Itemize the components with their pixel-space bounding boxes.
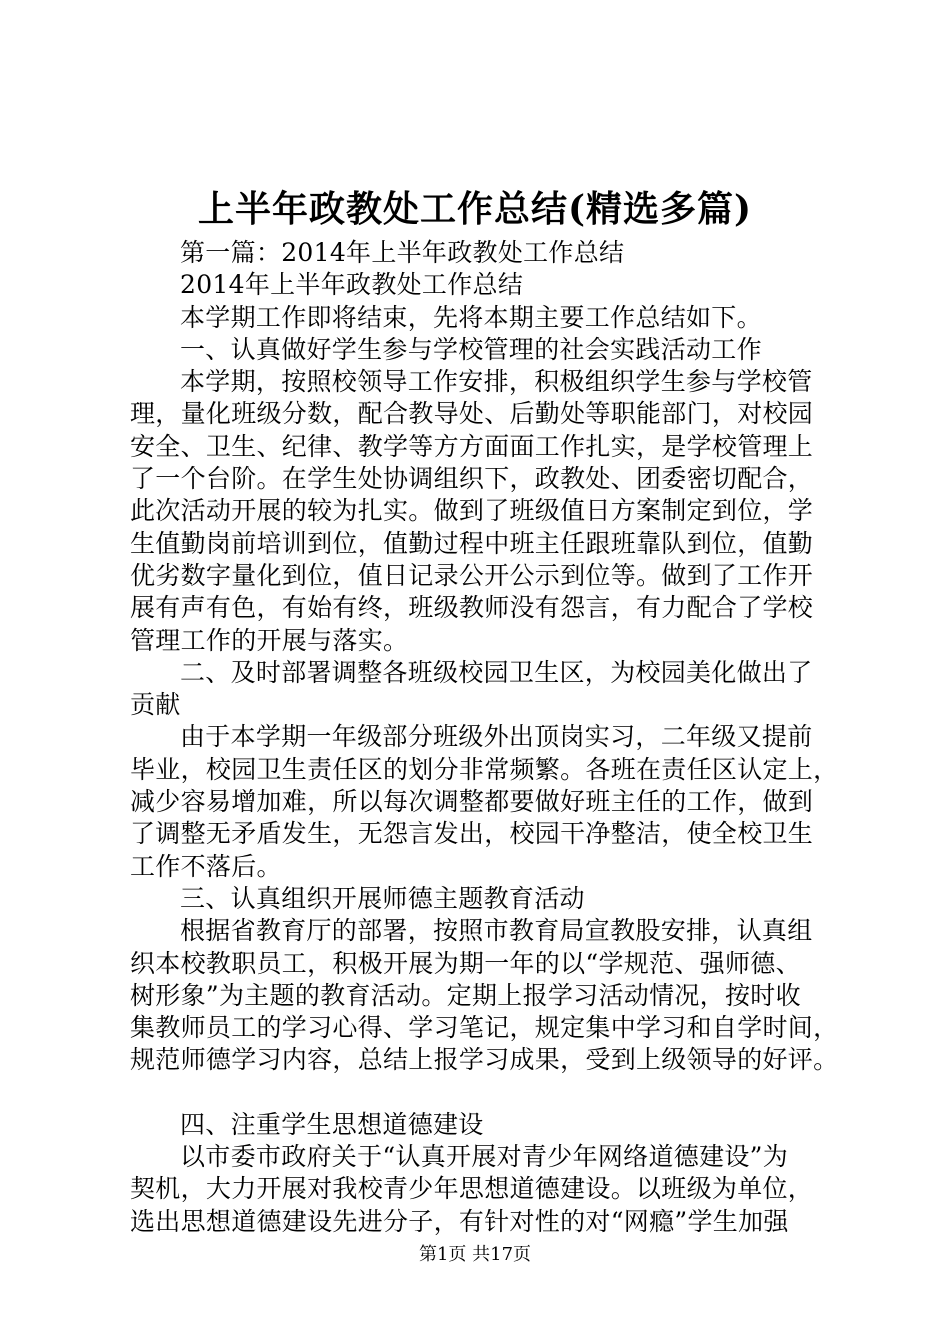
text-line: 本学期工作即将结束，先将本期主要工作总结如下。 (180, 302, 762, 332)
text-line: 集教师员工的学习心得、学习笔记，规定集中学习和自学时间， (130, 1013, 839, 1043)
section-heading: 一、认真做好学生参与学校管理的社会实践活动工作 (180, 334, 762, 364)
page-number: 第1页 共17页 (418, 1244, 532, 1265)
text-line: 选出思想道德建设先进分子，有针对性的对“网瘾”学生加强 (130, 1206, 789, 1236)
text-line: 了一个台阶。在学生处协调组织下，政教处、团委密切配合， (130, 464, 814, 494)
text-line: 此次活动开展的较为扎实。做到了班级值日方案制定到位，学 (130, 496, 814, 526)
text-line: 由于本学期一年级部分班级外出顶岗实习，二年级又提前 (180, 722, 813, 752)
section-heading: 四、注重学生思想道德建设 (180, 1109, 484, 1139)
section-heading: 贡献 (130, 690, 181, 720)
text-line: 了调整无矛盾发生，无怨言发出，校园干净整洁，使全校卫生 (130, 819, 814, 849)
page-title: 上半年政教处工作总结(精选多篇) (197, 188, 753, 230)
text-line: 毕业，校园卫生责任区的划分非常频繁。各班在责任区认定上， (130, 754, 839, 784)
text-line: 树形象”为主题的教育活动。定期上报学习活动情况，按时收 (130, 980, 801, 1010)
text-line: 契机，大力开展对我校青少年思想道德建设。以班级为单位， (130, 1174, 814, 1204)
document-body (130, 237, 839, 1238)
text-line: 展有声有色，有始有终，班级教师没有怨言，有力配合了学校 (130, 593, 814, 623)
text-line: 工作不落后。 (130, 851, 282, 881)
text-line: 织本校教职员工，积极开展为期一年的以“学规范、强师德、 (130, 948, 801, 978)
section-heading: 二、及时部署调整各班级校园卫生区，为校园美化做出了 (180, 657, 813, 687)
text-line: 本学期，按照校领导工作安排，积极组织学生参与学校管 (180, 367, 813, 397)
text-line: 理，量化班级分数，配合教导处、后勤处等职能部门，对校园 (130, 399, 814, 429)
text-line: 优劣数字量化到位，值日记录公开公示到位等。做到了工作开 (130, 560, 814, 590)
text-line: 生值勤岗前培训到位，值勤过程中班主任跟班靠队到位，值勤 (130, 528, 814, 558)
text-line: 2014年上半年政教处工作总结 (180, 270, 524, 300)
text-line: 以市委市政府关于“认真开展对青少年网络道德建设”为 (180, 1142, 789, 1172)
text-line: 管理工作的开展与落实。 (130, 625, 409, 655)
text-line: 规范师德学习内容，总结上报学习成果，受到上级领导的好评。 (130, 1045, 839, 1075)
text-line: 根据省教育厅的部署，按照市教育局宣教股安排，认真组 (180, 916, 813, 946)
text-line: 第一篇：2014年上半年政教处工作总结 (180, 238, 625, 267)
text-line: 安全、卫生、纪律、教学等方方面面工作扎实，是学校管理上 (130, 431, 814, 461)
text-line: 减少容易增加难，所以每次调整都要做好班主任的工作，做到 (130, 787, 814, 817)
section-heading: 三、认真组织开展师德主题教育活动 (180, 883, 585, 913)
